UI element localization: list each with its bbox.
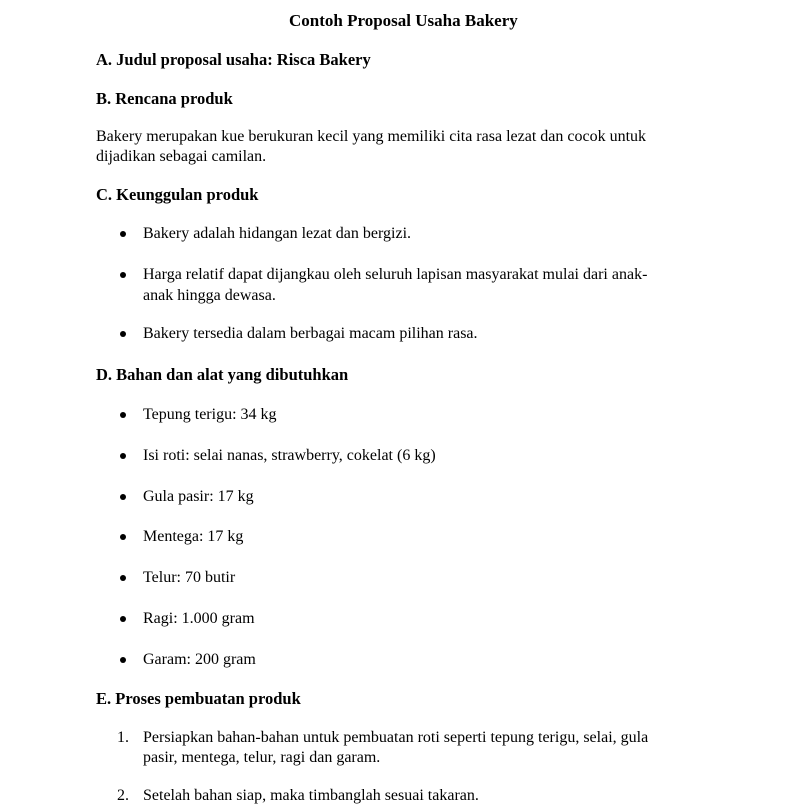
document-title: Contoh Proposal Usaha Bakery [289,11,518,30]
list-item: Bakery adalah hidangan lezat dan bergizi. [143,225,412,242]
list-item-continuation: anak hingga dewasa. [143,287,276,304]
list-item: Telur: 70 butir [143,569,236,586]
section-c-heading: C. Keunggulan produk [96,185,259,204]
bullet-icon [120,412,126,418]
bullet-icon [120,453,126,459]
section-b-paragraph-line: Bakery merupakan kue berukuran kecil yang memiliki cita rasa lezat dan cocok untuk [96,128,647,145]
list-item: Gula pasir: 17 kg [143,488,254,505]
section-d-heading: D. Bahan dan alat yang dibutuhkan [96,365,349,384]
bullet-icon [120,616,126,622]
bullet-icon [120,272,126,278]
numbered-item: Setelah bahan siap, maka timbanglah sesuai takaran. [143,787,479,804]
list-item: Mentega: 17 kg [143,528,244,545]
list-item: Garam: 200 gram [143,651,256,668]
section-b-paragraph-line: dijadikan sebagai camilan. [96,148,267,165]
bullet-icon [120,494,126,500]
list-item: Harga relatif dapat dijangkau oleh seluruh lapisan masyarakat mulai dari anak- [143,266,648,283]
bullet-icon [120,575,126,581]
list-number: 2. [117,787,129,804]
section-b-heading: B. Rencana produk [96,89,233,108]
bullet-icon [120,657,126,663]
section-e-heading: E. Proses pembuatan produk [96,689,301,708]
list-item: Ragi: 1.000 gram [143,610,255,627]
list-number: 1. [117,729,129,746]
bullet-icon [120,231,126,237]
list-item: Isi roti: selai nanas, strawberry, cokelat (6 kg) [143,447,436,464]
section-a-heading: A. Judul proposal usaha: Risca Bakery [96,50,371,69]
bullet-icon [120,534,126,540]
numbered-item: Persiapkan bahan-bahan untuk pembuatan roti seperti tepung terigu, selai, gula [143,729,649,746]
bullet-icon [120,331,126,337]
numbered-item-continuation: pasir, mentega, telur, ragi dan garam. [143,749,381,766]
list-item: Bakery tersedia dalam berbagai macam pilihan rasa. [143,325,478,342]
list-item: Tepung terigu: 34 kg [143,406,277,423]
